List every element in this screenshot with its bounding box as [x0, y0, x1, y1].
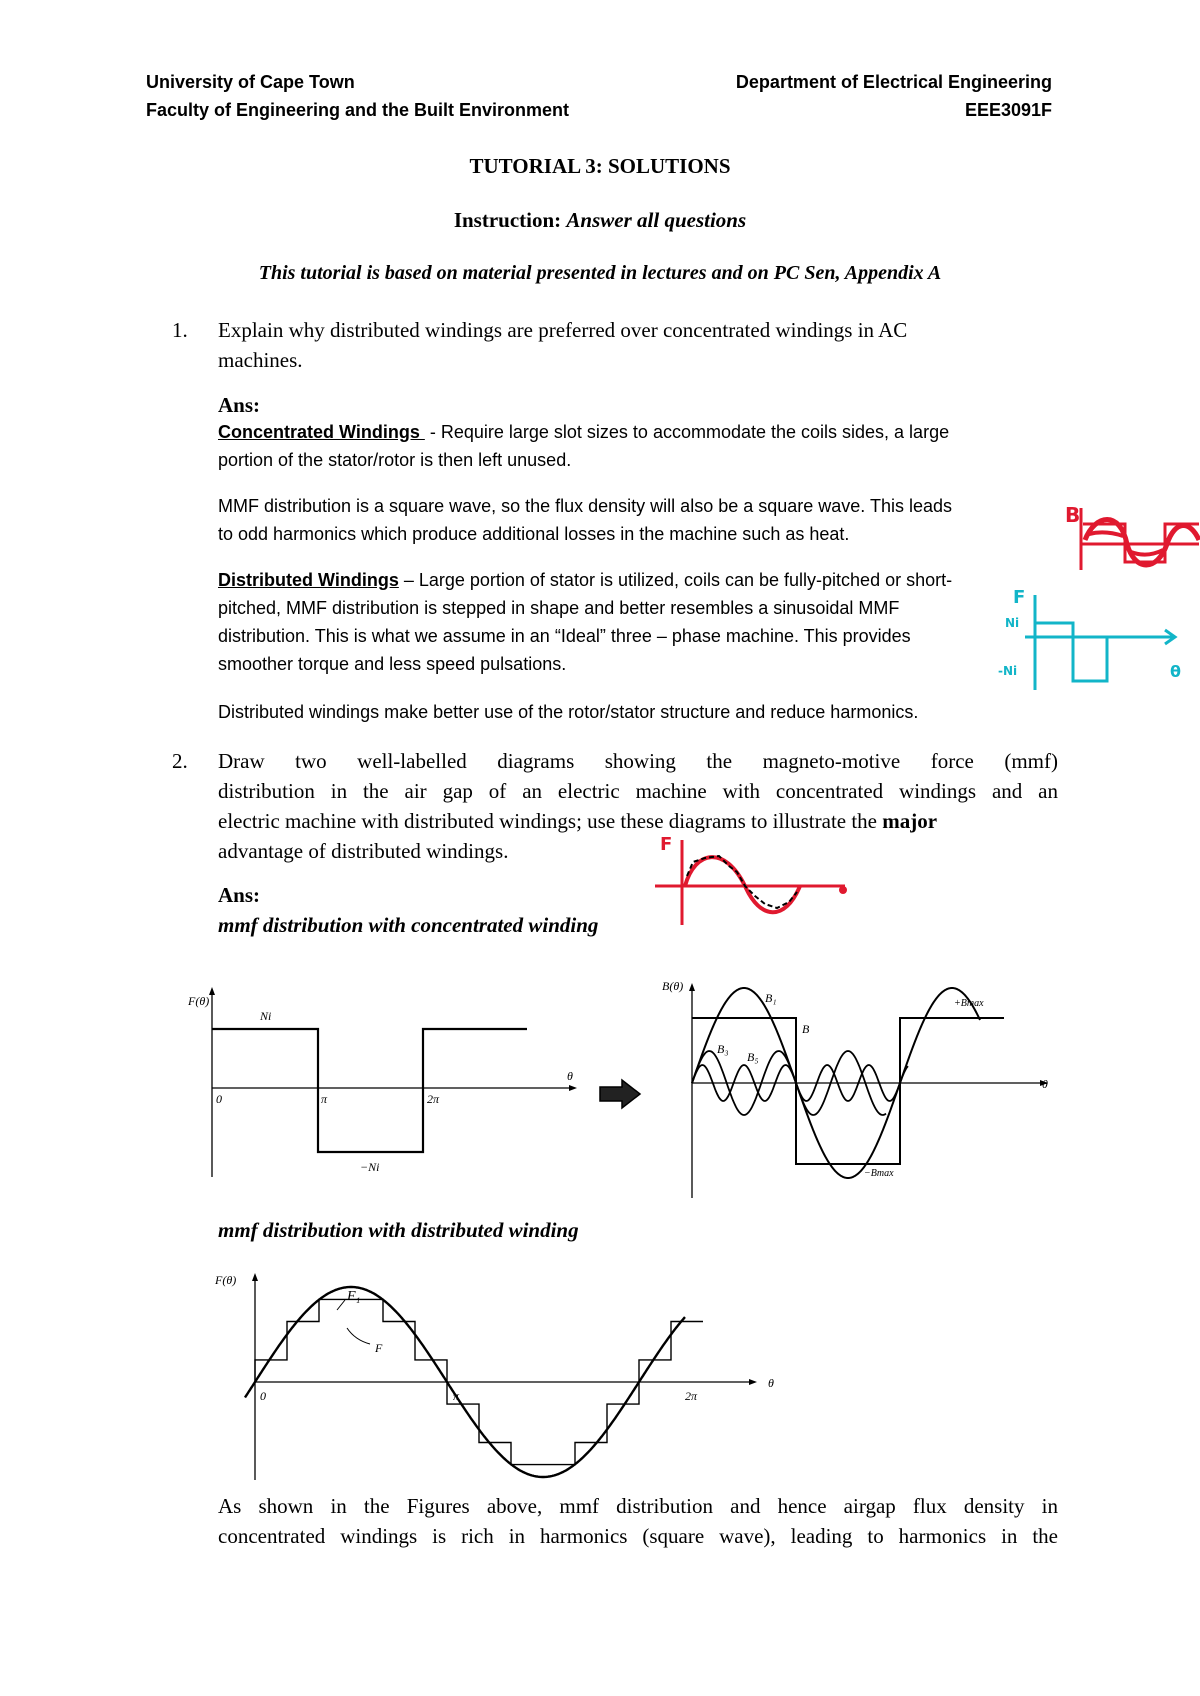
flux-harmonics-figure: [662, 978, 1072, 1203]
square-pi: π: [321, 1092, 328, 1106]
dist-heading: Distributed Windings: [218, 570, 399, 590]
basis-note: This tutorial is based on material presented in lectures and on PC Sen, Appendix A: [258, 262, 942, 284]
flux-b3: B₃: [717, 1042, 729, 1056]
page-title: TUTORIAL 3: SOLUTIONS: [469, 154, 731, 178]
stepped-f1: F₁: [347, 1289, 361, 1304]
stepped-origin: 0: [260, 1389, 266, 1403]
conc-caption: mmf distribution with concentrated winding: [218, 913, 599, 937]
conc-text2: portion of the stator/rotor is then left unused.: [218, 450, 572, 470]
instruction: [0, 208, 1200, 233]
flux-xlabel: θ: [1042, 1077, 1048, 1091]
square-bottom-label: −Ni: [360, 1160, 380, 1174]
mmf-line1: MMF distribution is a square wave, so the flux density will also be a square wave. This leads: [218, 496, 953, 516]
flux-b5: B₅: [747, 1050, 759, 1064]
q2-line3: [218, 806, 1058, 836]
flux-bmax-pos: +Bmax: [954, 998, 984, 1009]
cyan-square-sketch: [995, 585, 1195, 695]
q2-number: 2.: [172, 749, 188, 773]
square-xlabel: θ: [567, 1069, 573, 1083]
square-wave-figure: [185, 985, 585, 1185]
conclusion-line2: concentrated windings is rich in harmonics (square wave), leading to harmonics in the: [218, 1524, 1058, 1548]
q1-line2: machines.: [218, 348, 303, 372]
dist-line3: distribution. This is what we assume in an “Ideal” three – phase machine. This provides: [218, 626, 911, 646]
flux-b1: B₁: [765, 991, 777, 1005]
conc-text1: - Require large slot sizes to accommodate the coils sides, a large: [424, 422, 950, 442]
red-sketch-b: B: [1065, 503, 1081, 527]
stepped-mmf-figure: [215, 1270, 775, 1485]
cyan-sketch-theta: θ: [1170, 662, 1181, 681]
q1-number: 1.: [172, 318, 188, 342]
dist-line2: pitched, MMF distribution is stepped in shape and better resembles a sinusoidal MMF: [218, 598, 900, 618]
red-flux-sketch: [1065, 500, 1200, 575]
q1-ans-label: Ans:: [218, 393, 261, 417]
square-origin: 0: [216, 1092, 222, 1106]
dist-line4: smoother torque and less speed pulsations.: [218, 654, 567, 674]
header-faculty: Faculty of Engineering and the Built Environment: [146, 100, 570, 120]
instruction-label: Instruction:: [453, 208, 562, 232]
square-top-label: Ni: [260, 1009, 272, 1023]
stepped-pi: π: [453, 1389, 460, 1403]
right-arrow-icon: [598, 1078, 642, 1110]
stepped-xlabel: θ: [768, 1376, 774, 1390]
q1-line1: Explain why distributed windings are preferred over concentrated windings in AC: [218, 318, 908, 342]
q1-distributed: [218, 566, 952, 594]
header-university: University of Cape Town: [146, 72, 355, 92]
q2-line4: advantage of distributed windings.: [218, 839, 509, 863]
q2-line3-bold: major: [882, 809, 938, 833]
cyan-sketch-f: F: [1013, 587, 1026, 608]
q1-concentrated: [218, 418, 949, 446]
dist-caption: mmf distribution with distributed winding: [218, 1218, 579, 1242]
header-course-code: EEE3091F: [964, 100, 1052, 120]
q2-ans-label: Ans:: [218, 883, 261, 907]
cyan-sketch-pos: Ni: [1005, 616, 1020, 630]
red-sinusoid-f: F: [660, 834, 673, 855]
flux-ylabel: B(θ): [662, 979, 684, 993]
instruction-text: Answer all questions: [566, 208, 747, 232]
square-two-pi: 2π: [427, 1092, 440, 1106]
q2-line3-pre: electric machine with distributed windings; use these diagrams to illustrate the: [218, 809, 883, 833]
cyan-sketch-neg: -Ni: [998, 664, 1018, 678]
square-ylabel: F(θ): [188, 994, 210, 1008]
red-sinusoid-sketch: [655, 830, 855, 930]
stepped-ylabel: F(θ): [215, 1273, 237, 1287]
q2-line1: Draw two well-labelled diagrams showing the magneto-motive force (mmf): [218, 749, 1058, 773]
stepped-f: F: [375, 1341, 383, 1355]
stepped-two-pi: 2π: [685, 1389, 698, 1403]
mmf-line2: to odd harmonics which produce additional losses in the machine such as heat.: [218, 524, 850, 544]
conc-heading: Concentrated Windings: [218, 422, 425, 442]
dist-text1: – Large portion of stator is utilized, coils can be fully-pitched or short-: [398, 570, 953, 590]
flux-bmax-neg: −Bmax: [864, 1168, 894, 1179]
flux-b: B: [802, 1022, 810, 1036]
q1-summary: Distributed windings make better use of the rotor/stator structure and reduce harmonics.: [218, 702, 919, 722]
conclusion-line1: As shown in the Figures above, mmf distribution and hence airgap flux density in: [218, 1494, 1058, 1518]
header-department: Department of Electrical Engineering: [735, 72, 1052, 92]
q2-line2: distribution in the air gap of an electric machine with concentrated windings and an: [218, 779, 1058, 803]
